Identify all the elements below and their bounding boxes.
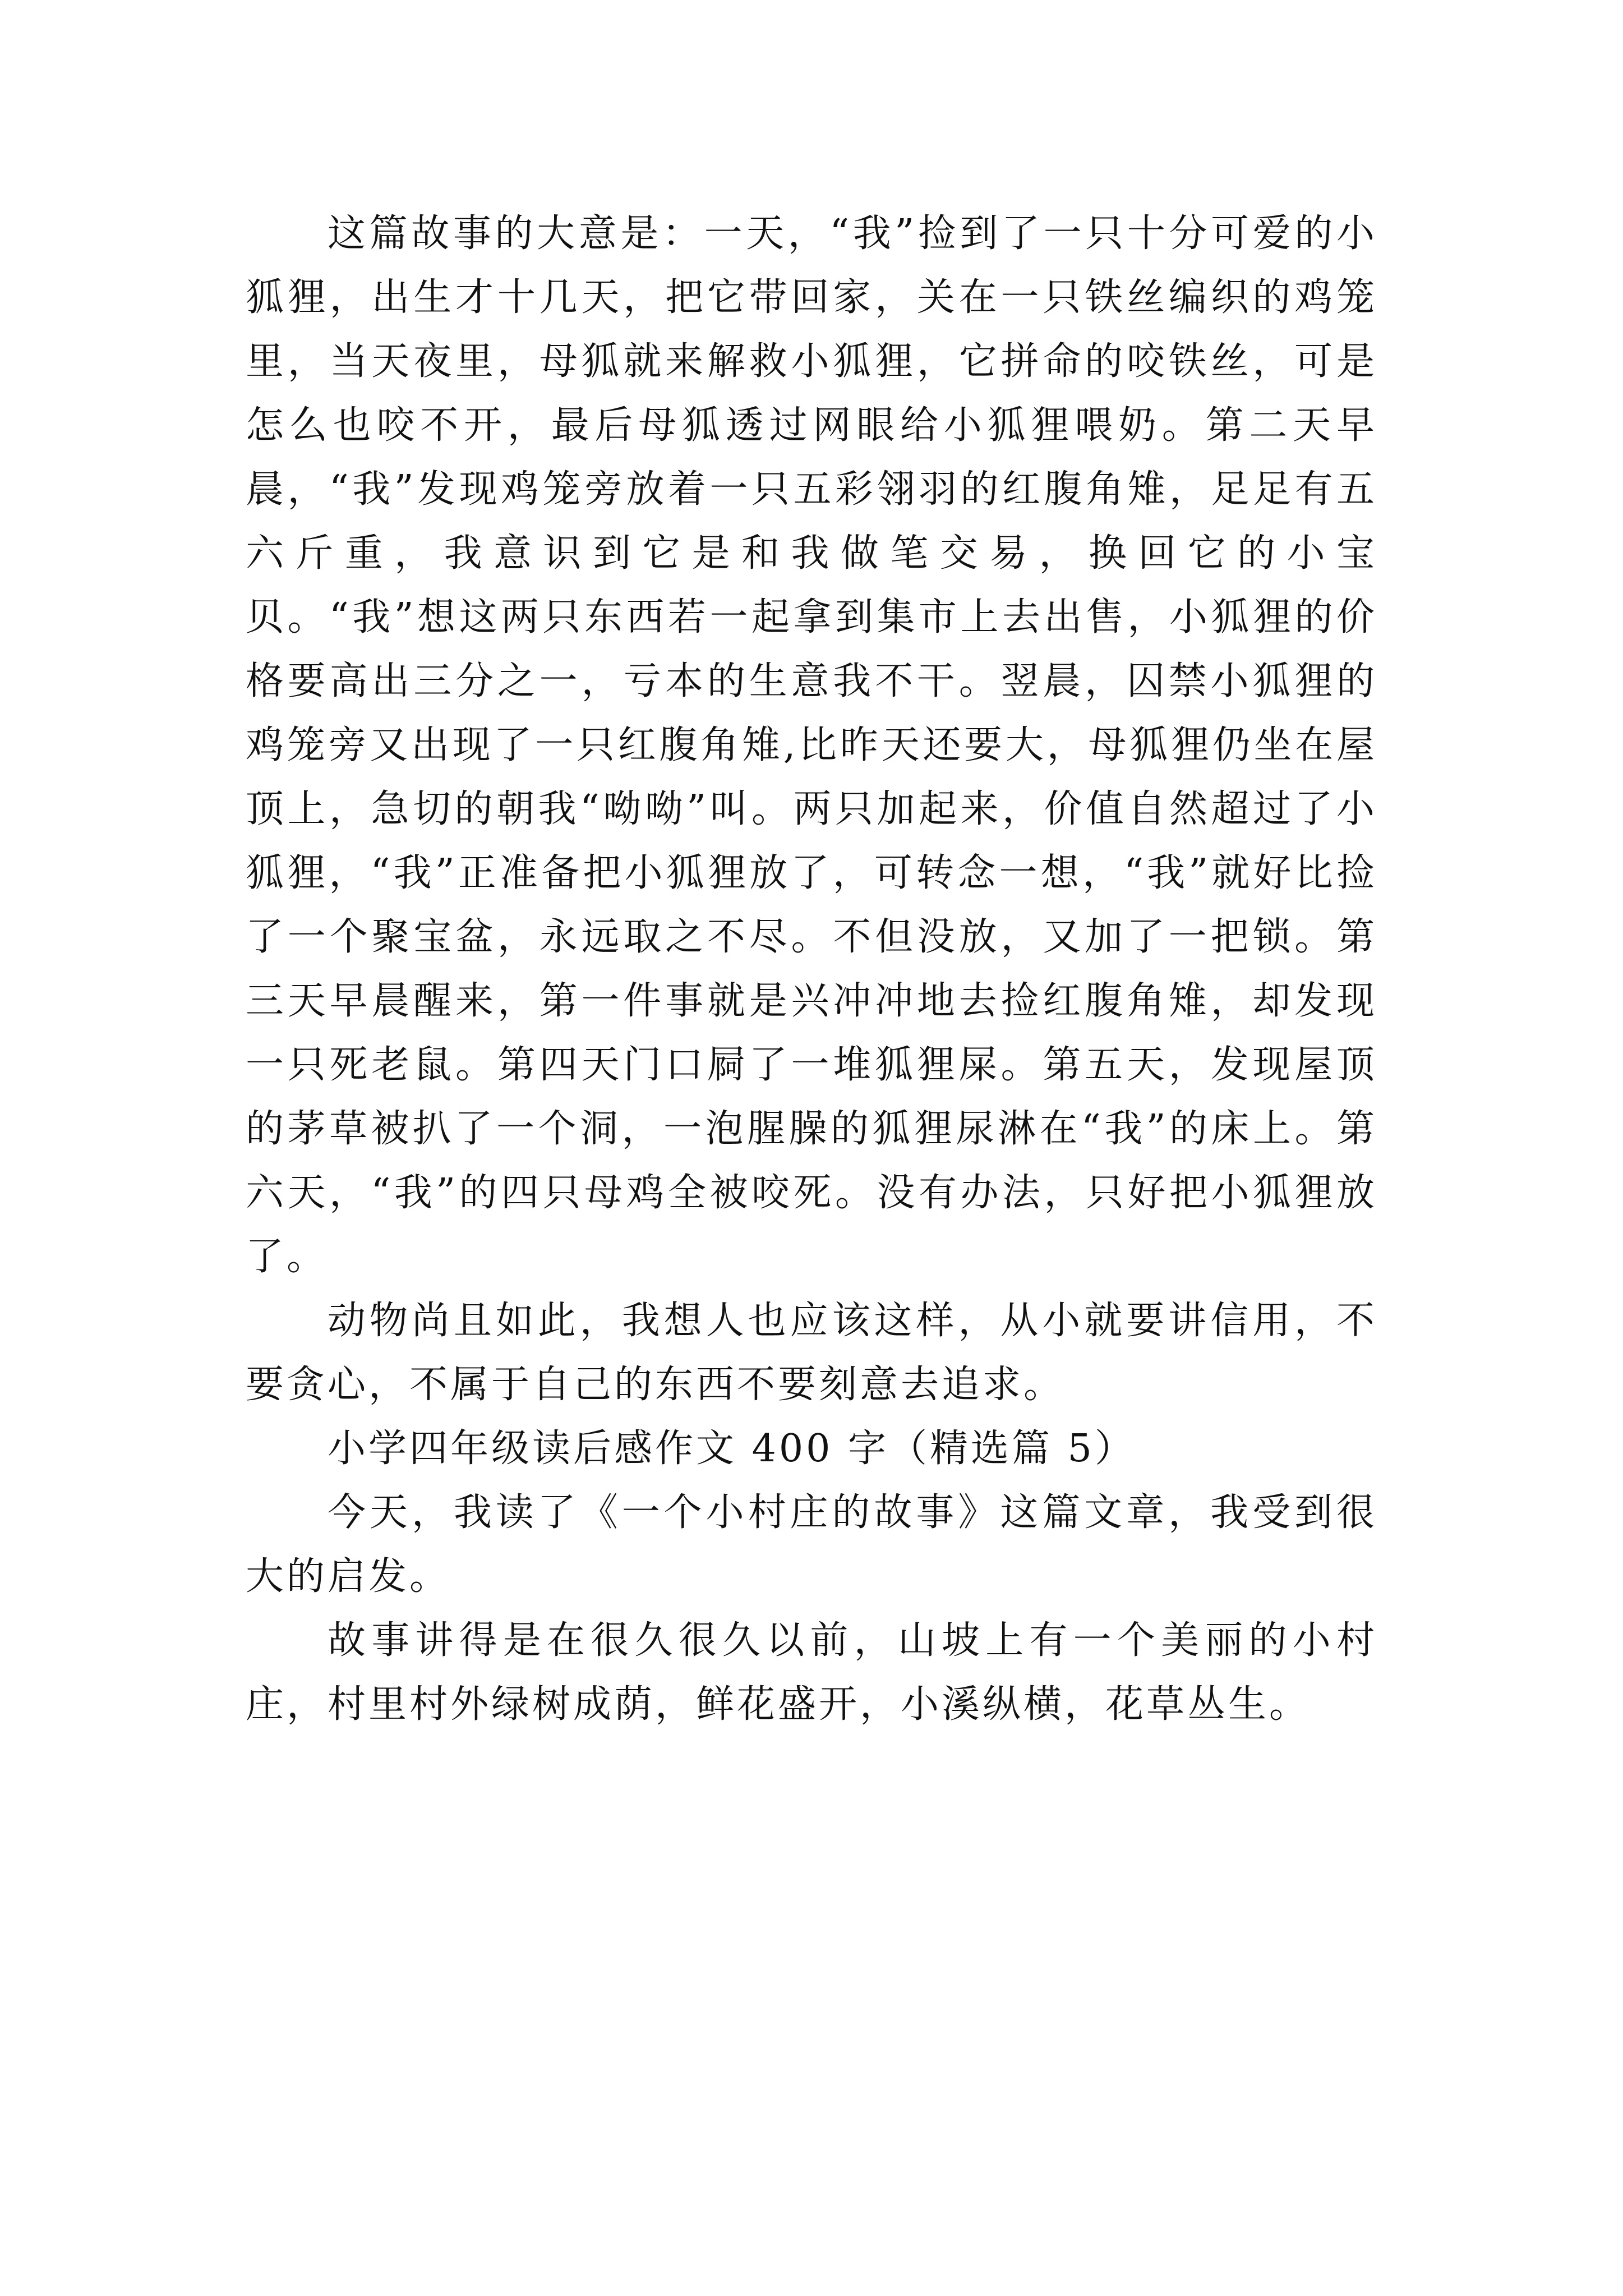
section-heading: 小学四年级读后感作文 400 字（精选篇 5）: [328, 1427, 1136, 1471]
paragraph-reflection: 动物尚且如此，我想人也应该这样，从小就要讲信用，不要贪心，不属于自己的东西不要刻意去追求。: [246, 1299, 1377, 1407]
paragraph-village-story: 故事讲得是在很久很久以前，山坡上有一个美丽的小村庄，村里村外绿树成荫，鲜花盛开，小溪纵横，花草丛生。: [246, 1618, 1377, 1727]
paragraph-intro: 今天，我读了《一个小村庄的故事》这篇文章，我受到很大的启发。: [246, 1490, 1377, 1599]
document-body: [246, 202, 1377, 1737]
paragraph-story-summary: 这篇故事的大意是：一天，“我”捡到了一只十分可爱的小狐狸，出生才十几天，把它带回家，关在一只铁丝编织的鸡笼里，当天夜里，母狐就来解救小狐狸，它拼命的咬铁丝，可是怎么也咬不开，最后母狐透过网眼给小狐狸喂奶。第二天早晨，“我”发现鸡笼旁放着一只五彩翎羽的红腹角雉，足足有五六斤重，我意识到它是和我做笔交易，换回它的小宝贝。“我”想这两只东西若一起拿到集市上去出售，小狐狸的价格要高出三分之一，亏本的生意我不干。翌晨，囚禁小狐狸的鸡笼旁又出现了一只红腹角雉,比昨天还要大，母狐狸仍坐在屋顶上，急切的朝我“呦呦”叫。两只加起来，价值自然超过了小狐狸，“我”正准备把小狐狸放了，可转念一想，“我”就好比捡了一个聚宝盆，永远取之不尽。不但没放，又加了一把锁。第三天早晨醒来，第一件事就是兴冲冲地去捡红腹角雉，却发现一只死老鼠。第四天门口屙了一堆狐狸屎。第五天，发现屋顶的茅草被扒了一个洞，一泡腥臊的狐狸尿淋在“我”的床上。第六天，“我”的四只母鸡全被咬死。没有办法，只好把小狐狸放了。: [246, 211, 1377, 1279]
